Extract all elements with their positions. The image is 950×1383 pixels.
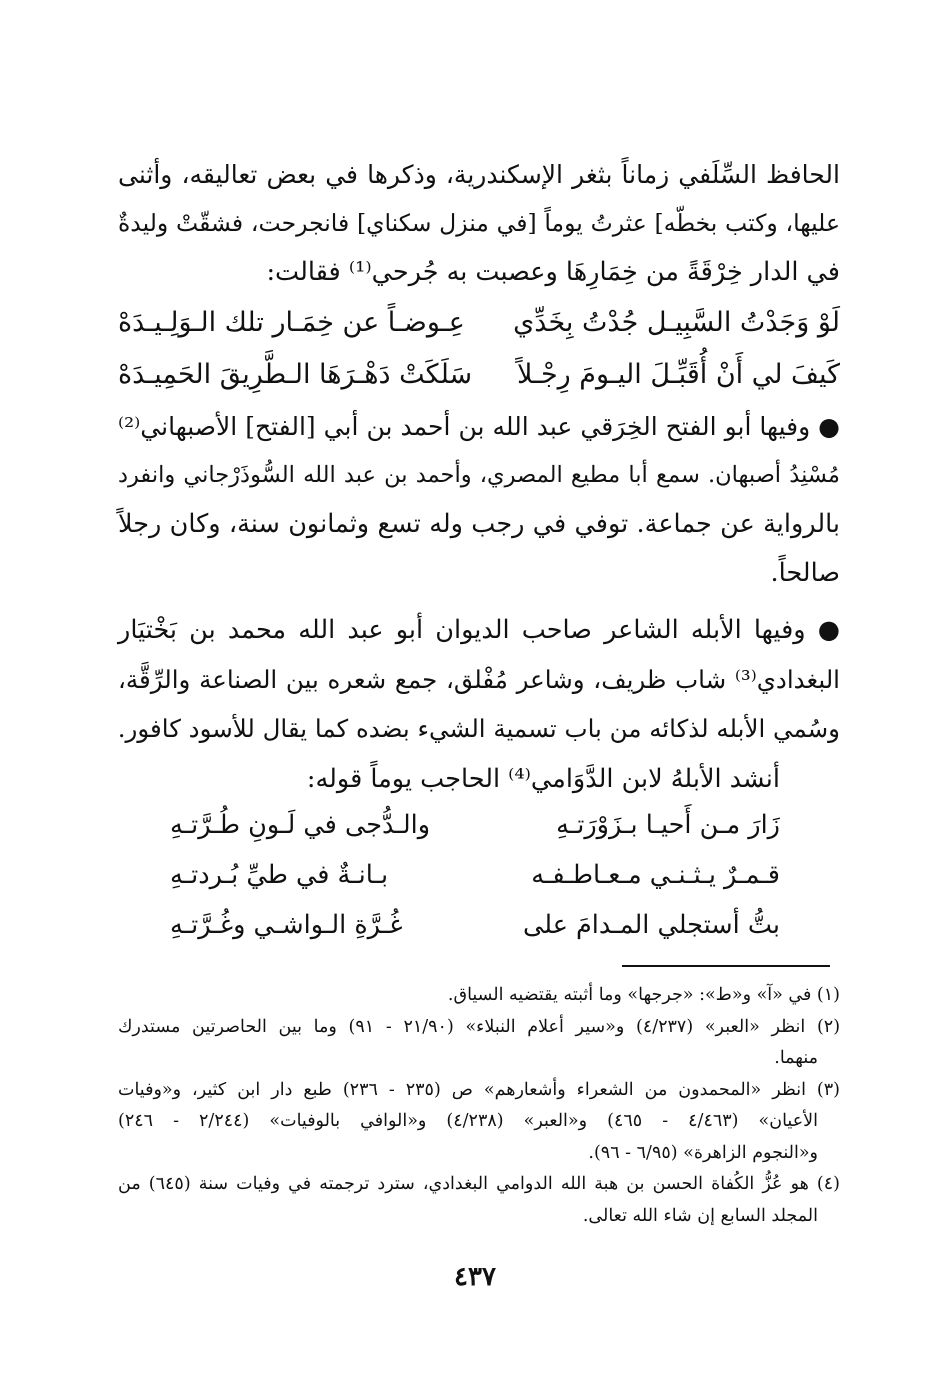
footnote-line: (٣) انظر «المحمدون من الشعراء وأشعارهم» ص (٢٣٥ - ٢٣٦) طبع دار ابن كثير، و«وفيات [118, 1079, 840, 1100]
verse-second-hemistich: عِـوضـاً عن خِمَـار تلك الـوَلِـيـدَهْ [118, 307, 465, 338]
footnote-line: (٤) هو عُزُّ الكُفاة الحسن بن هبة الله الدوامي البغدادي، سترد ترجمته في وفيات سنة (٦٤٥) من [118, 1174, 840, 1194]
poem-1 [118, 297, 840, 401]
verse-line [118, 349, 840, 401]
verse-line [118, 297, 840, 349]
verse-first-hemistich: بتُّ أستجلي المـدامَ على [523, 910, 780, 940]
text-line: الحافظ السِّلَفي زماناً بثغر الإسكندرية، وذكرها في بعض تعاليقه، وأثنى [118, 160, 840, 189]
text-line: عليها، وكتب بخطّه] عثرتُ يوماً [في منزل سكناي] فانجرحت، فشقّتْ وليدةٌ [118, 209, 840, 237]
poem-2 [170, 800, 780, 950]
paragraph-2 [118, 402, 840, 598]
paragraph-1 [118, 150, 840, 297]
verse-line [170, 850, 780, 900]
verse-first-hemistich: كَيفَ لي أَنْ أُقَبِّـلَ اليـومَ رِجْـلاً [516, 359, 840, 390]
footnote-divider [622, 965, 830, 967]
verse-second-hemistich: غُـرَّةِ الـواشـي وغُـرَّتـهِ [170, 910, 403, 940]
verse-first-hemistich: زَارَ مـن أَحيـا بـزَوْرَتـهِ [556, 810, 780, 840]
text-line: مُسْنِدُ أصبهان. سمع أبا مطيع المصري، وأحمد بن عبد الله السُّوذَرْجاني وانفرد [118, 462, 840, 488]
footnotes [118, 980, 840, 1232]
text-line: وسُمي الأبله لذكائه من باب تسمية الشيء بضده كما يقال للأسود كافور. [117, 714, 840, 743]
verse-line [170, 800, 780, 850]
footnote-line: المجلد السابع إن شاء الله تعالى. [582, 1205, 818, 1226]
footnote-line: (١) في «آ» و«ط»: «جرجها» وما أثبته يقتضيه السياق. [447, 985, 840, 1005]
paragraph-3 [118, 606, 840, 753]
text-line: بالرواية عن جماعة. توفي في رجب وله تسع وثمانون سنة، وكان رجلاً [118, 509, 840, 539]
verse-second-hemistich: بـانـةٌ في طيِّ بُـردتـهِ [170, 860, 389, 890]
page-number: ٤٣٧ [454, 1262, 496, 1292]
verse-first-hemistich: لَوْ وَجَدْتُ السَّبِيـل جُدْتُ بِخَدِّي [513, 307, 840, 338]
footnote-line: (٢) انظر «العبر» (٤/٢٣٧) و«سير أعلام النبلاء» (٢١/٩٠ - ٩١) وما بين الحاصرتين مستدرك [118, 1016, 841, 1037]
text-line: البغدادي⁽³⁾ شاب ظريف، وشاعر مُفْلق، جمع شعره بين الصناعة والرِّقَّة، [118, 665, 840, 694]
text-line: ● وفيها الأبله الشاعر صاحب الديوان أبو عبد الله محمد بن بَخْتيَار [118, 615, 840, 645]
verse-second-hemistich: سَلَكَتْ دَهْـرَهَا الـطَّرِيقَ الحَمِيـدَهْ [118, 359, 473, 390]
verse-second-hemistich: والـدُّجى في لَـونِ طُـرَّتـهِ [170, 810, 431, 840]
paragraph-4 [118, 755, 840, 804]
footnote-line: و«النجوم الزاهرة» (٦/٩٥ - ٩٦). [588, 1142, 818, 1163]
text-line: ● وفيها أبو الفتح الخِرَقي عبد الله بن أحمد بن أبي [الفتح] الأصبهاني⁽²⁾ [118, 412, 840, 441]
footnote-line: الأعيان» (٤/٤٦٣ - ٤٦٥) و«العبر» (٤/٢٣٨) و«الوافي بالوفيات» (٢/٢٤٤ - ٢٤٦) [118, 1111, 818, 1131]
text-line: أنشد الأبلهُ لابن الدَّوَامي⁽⁴⁾ الحاجب يوماً قوله: [306, 764, 780, 794]
text-line: صالحاً. [770, 558, 840, 588]
verse-first-hemistich: قـمـرٌ يـثـنـي مـعـاطـفـه [531, 860, 780, 890]
verse-line [170, 900, 780, 950]
text-line: في الدار خِرْقَةً من خِمَارِهَا وعصبت به جُرحي⁽¹⁾ فقالت: [266, 257, 840, 287]
footnote-line: منهما. [774, 1048, 818, 1068]
